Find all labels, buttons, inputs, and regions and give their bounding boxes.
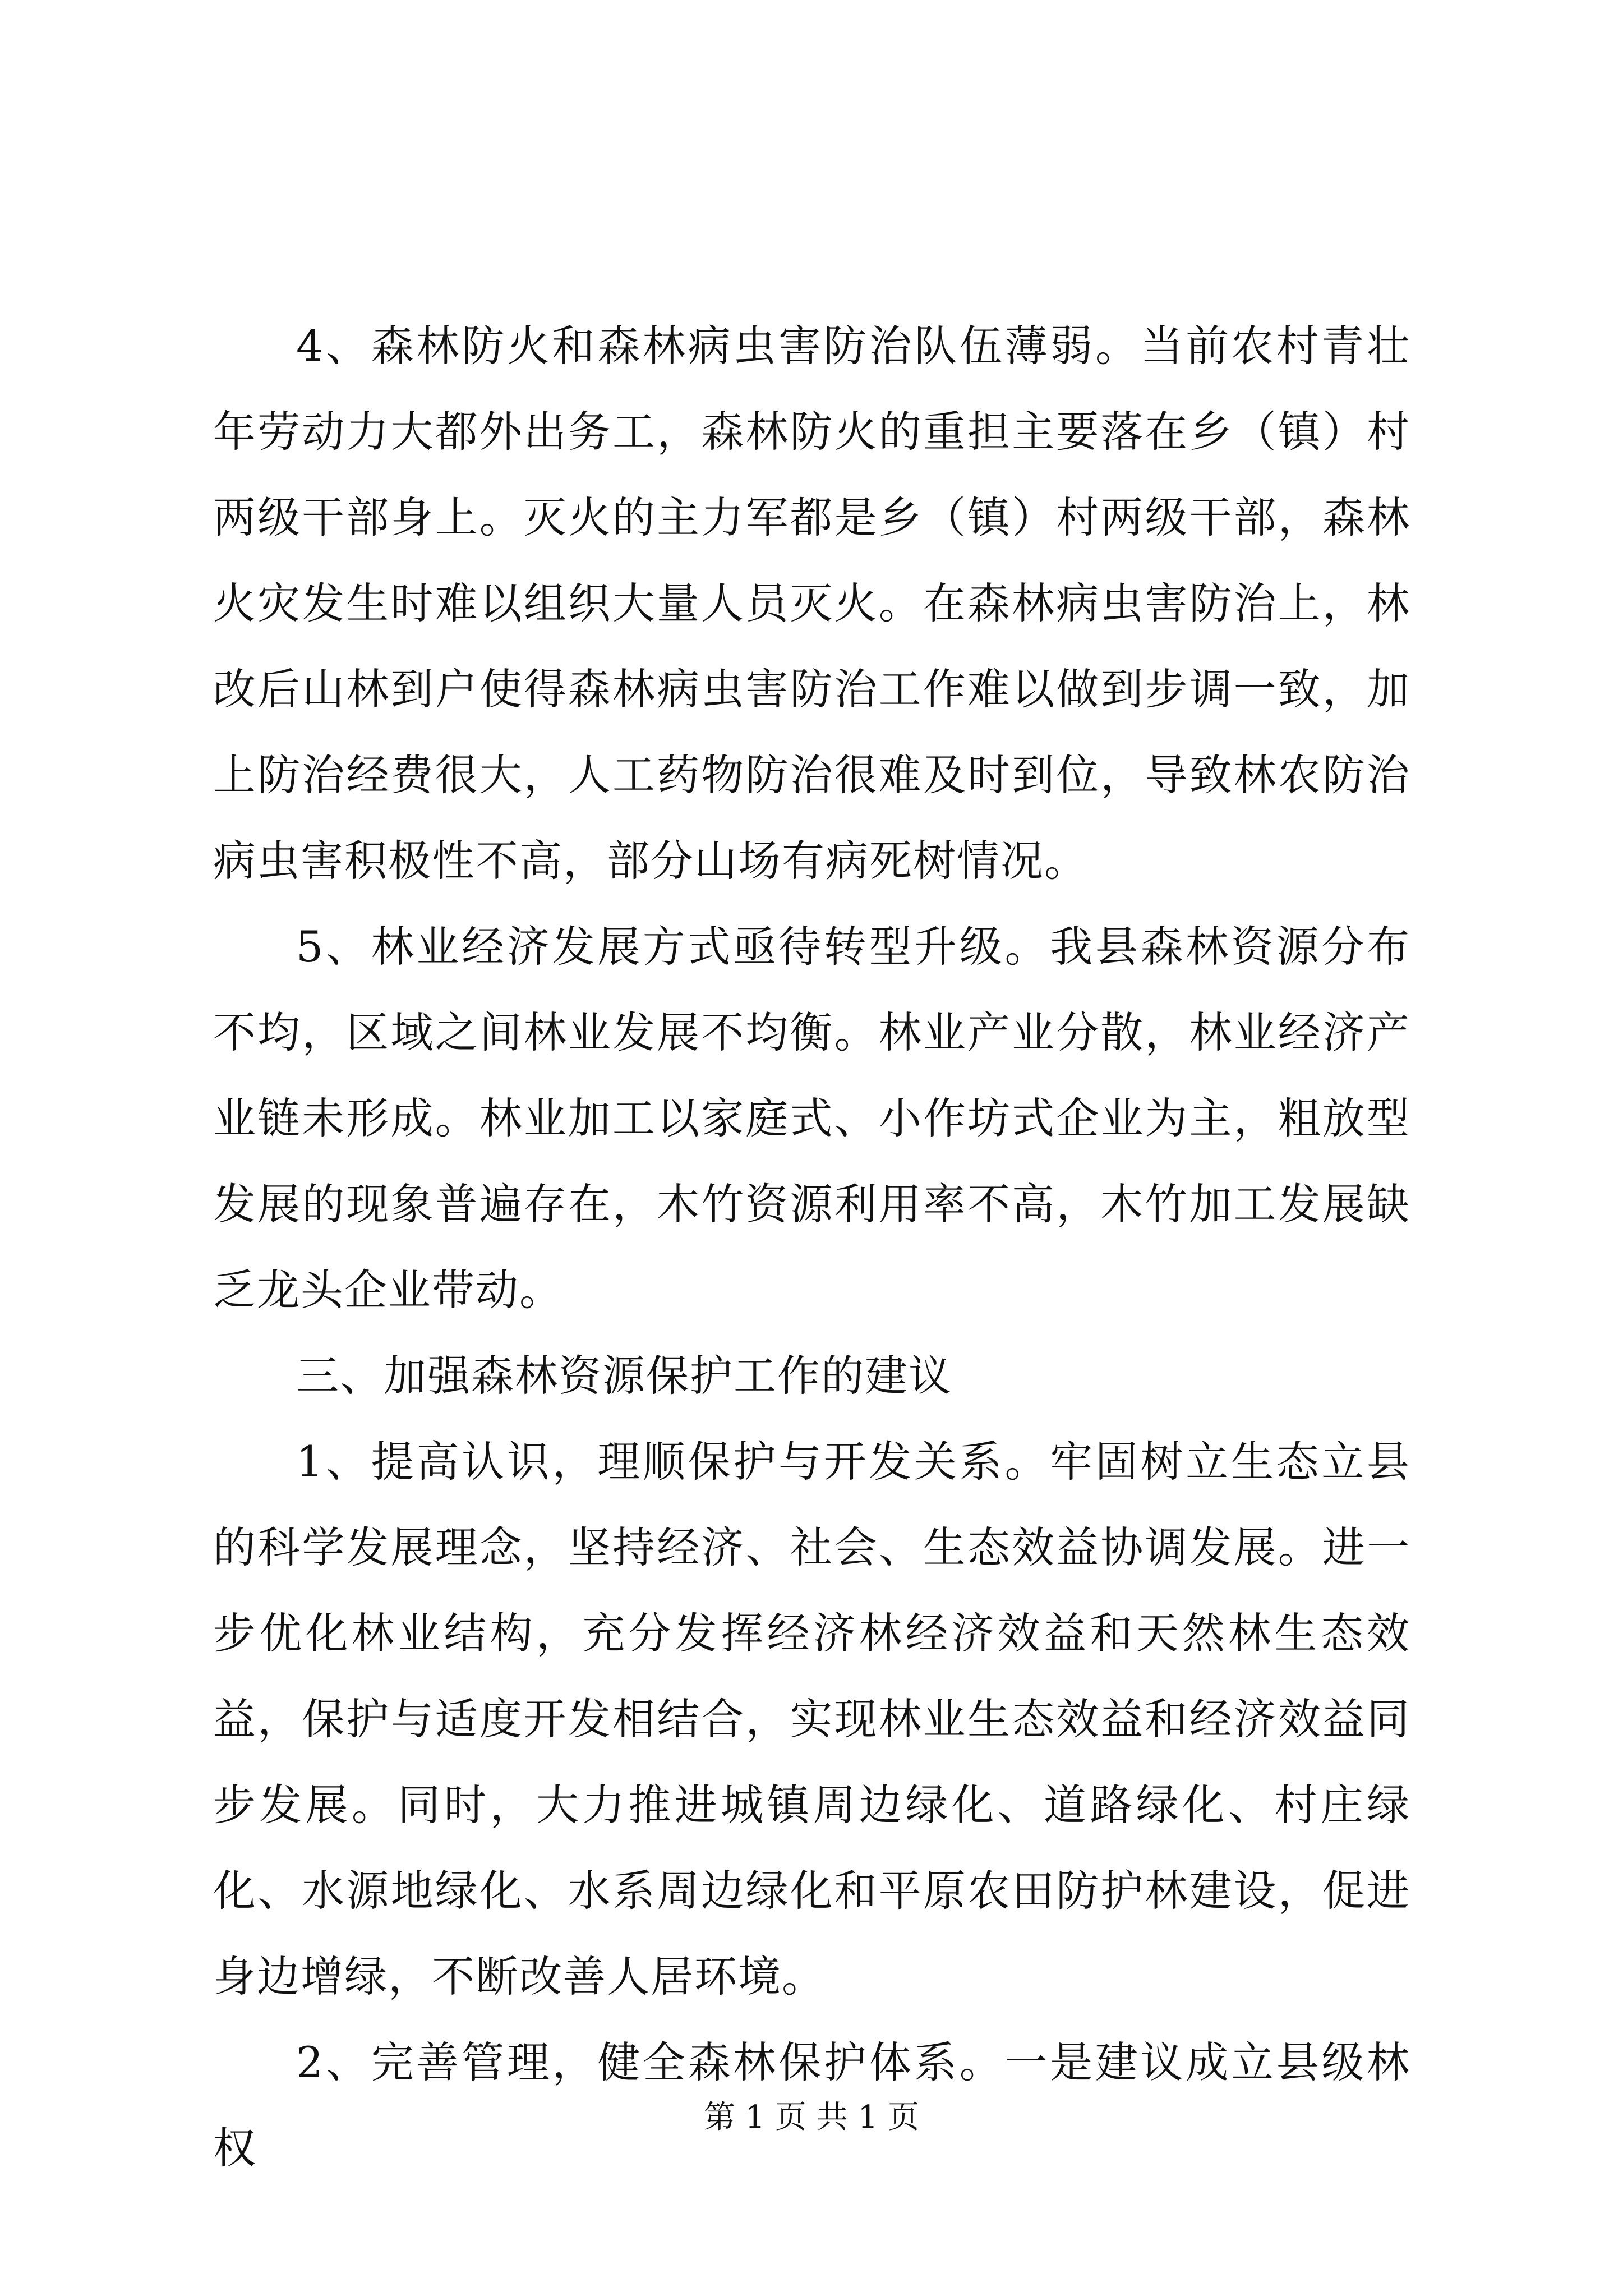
page-footer: 第 1 页 共 1 页 bbox=[703, 2099, 920, 2136]
paragraph-4-forest-fire: 4、森林防火和森林病虫害防治队伍薄弱。当前农村青壮年劳动力大都外出务工，森林防火的重担主要落在乡（镇）村两级干部身上。灭火的主力军都是乡（镇）村两级干部，森林火灾发生时难以组织大量人员灭火。在森林病虫害防治上，林改后山林到户使得森林病虫害防治工作难以做到步调一致，加上防治经费很大，人工药物防治很难及时到位，导致林农防治病虫害积极性不高，部分山场有病死树情况。 bbox=[213, 321, 1410, 886]
paragraph-5-forestry-economy: 5、林业经济发展方式亟待转型升级。我县森林资源分布不均，区域之间林业发展不均衡。林业产业分散，林业经济产业链未形成。林业加工以家庭式、小作坊式企业为主，粗放型发展的现象普遍存在，木竹资源利用率不高，木竹加工发展缺乏龙头企业带动。 bbox=[213, 922, 1410, 1315]
paragraph-1-awareness: 1、提高认识，理顺保护与开发关系。牢固树立生态立县的科学发展理念，坚持经济、社会、生态效益协调发展。进一步优化林业结构，充分发挥经济林经济效益和天然林生态效益，保护与适度开发相结合，实现林业生态效益和经济效益同步发展。同时，大力推进城镇周边绿化、道路绿化、村庄绿化、水源地绿化、水系周边绿化和平原农田防护林建设，促进身边增绿，不断改善人居环境。 bbox=[213, 1437, 1410, 2001]
section-heading-suggestions: 三、加强森林资源保护工作的建议 bbox=[296, 1351, 952, 1401]
paragraph-2-management: 2、完善管理，健全森林保护体系。一是建议成立县级林权 bbox=[213, 2037, 1410, 2173]
document-body bbox=[213, 303, 1410, 2191]
